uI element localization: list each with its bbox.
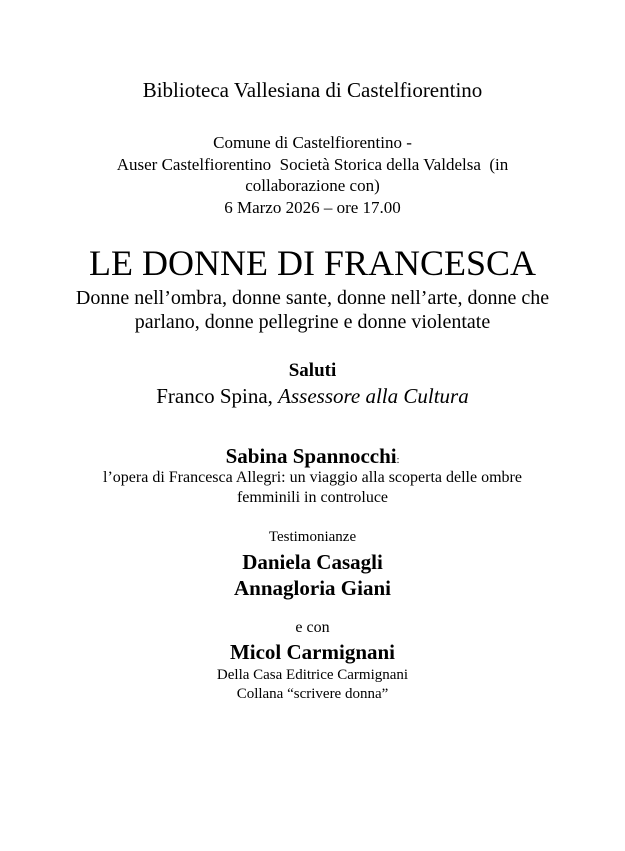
speaker-name: Sabina Spannocchi bbox=[225, 444, 397, 468]
testimonianza-name: Daniela Casagli bbox=[242, 550, 383, 574]
testimonianza-name: Annagloria Giani bbox=[234, 576, 391, 600]
saluti-name: Franco Spina, bbox=[156, 384, 273, 408]
library-name: Biblioteca Vallesiana di Castelfiorentino bbox=[142, 78, 483, 102]
guest-detail: Collana “scrivere donna” bbox=[236, 686, 389, 702]
speaker-topic: l’opera di Francesca Allegri: un viaggio alla scoperta delle ombre bbox=[103, 469, 522, 486]
event-date: 6 Marzo 2026 – ore 17.00 bbox=[224, 198, 401, 217]
organizer-line: Auser Castelfiorentino Società Storica della Valdelsa (in bbox=[116, 155, 509, 174]
guest-intro: e con bbox=[295, 619, 330, 636]
speaker-colon: : bbox=[396, 455, 400, 466]
saluti-heading: Saluti bbox=[288, 360, 337, 381]
guest-name: Micol Carmignani bbox=[229, 640, 396, 664]
saluti-line bbox=[0, 384, 625, 408]
event-title: LE DONNE DI FRANCESCA bbox=[88, 243, 536, 283]
organizer-line: collaborazione con) bbox=[245, 176, 380, 195]
speaker-topic: femminili in controluce bbox=[236, 489, 389, 506]
saluti-role: Assessore alla Cultura bbox=[278, 384, 469, 408]
testimonianze-heading: Testimonianze bbox=[268, 529, 357, 545]
event-subtitle: parlano, donne pellegrine e donne violentate bbox=[134, 311, 491, 333]
organizer-line: Comune di Castelfiorentino - bbox=[213, 133, 412, 152]
event-subtitle: Donne nell’ombra, donne sante, donne nell’arte, donne che bbox=[75, 287, 550, 309]
guest-detail: Della Casa Editrice Carmignani bbox=[216, 667, 409, 683]
speaker-line bbox=[0, 444, 625, 468]
